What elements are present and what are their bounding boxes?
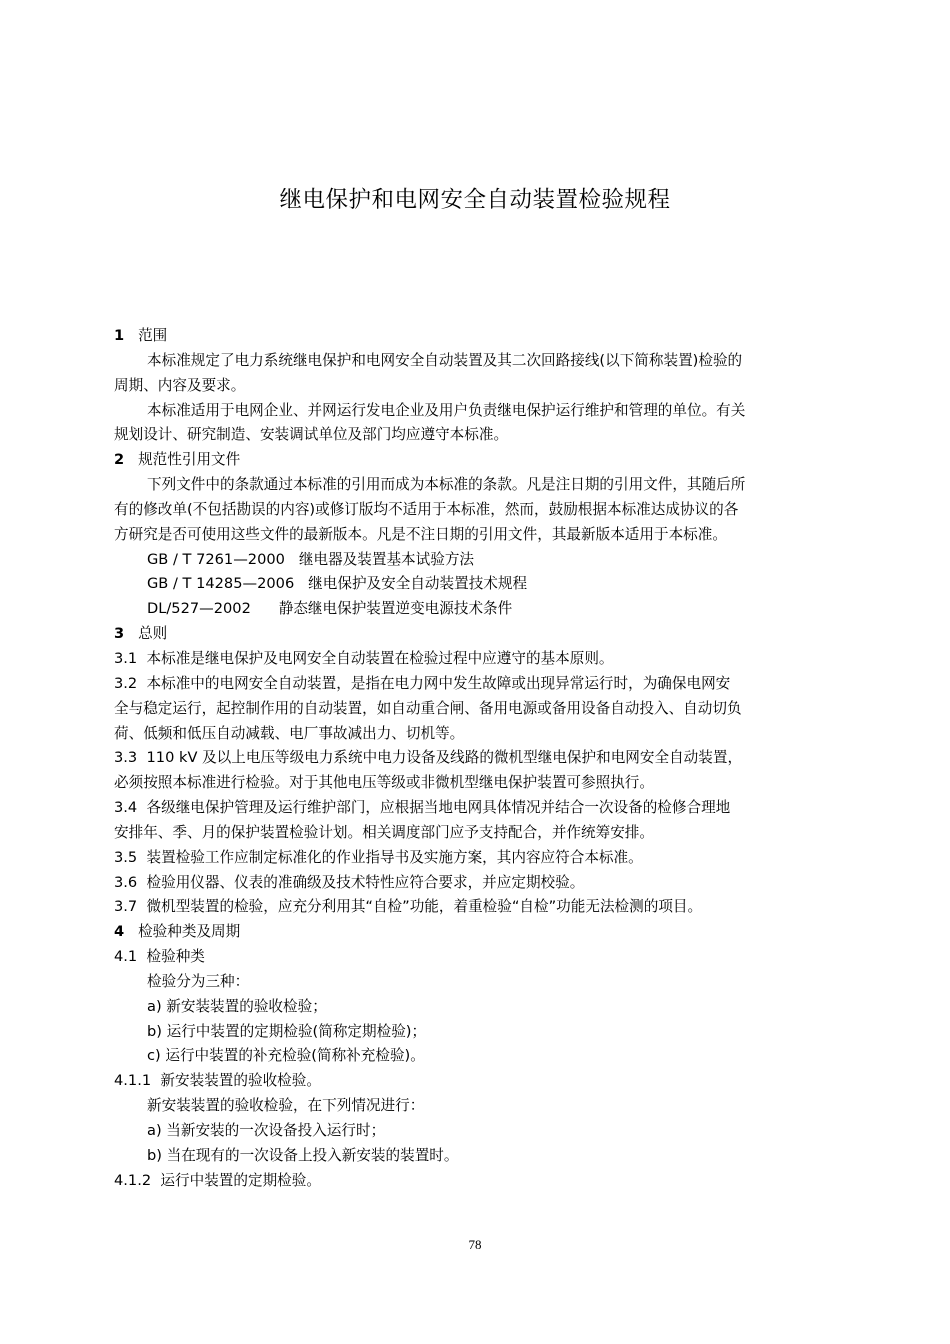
paragraph-line: 方研究是否可使用这些文件的最新版本。凡是不注日期的引用文件，其最新版本适用于本标准。 [114, 525, 727, 543]
section-title: 规范性引用文件 [138, 451, 241, 469]
section-title: 检验种类及周期 [138, 923, 241, 941]
clause-number: 3.7 [114, 898, 138, 916]
clause-title: 检验种类 [146, 948, 205, 966]
clause-text: 本标准是继电保护及电网安全自动装置在检验过程中应遵守的基本原则。 [146, 649, 614, 667]
clause [114, 871, 840, 896]
reference-title: 继电器及装置基本试验方法 [298, 550, 475, 568]
clause-text: 检验用仪器、仪表的准确级及技术特性应符合要求，并应定期校验。 [146, 873, 585, 891]
paragraph-line: 本标准适用于电网企业、并网运行发电企业及用户负责继电保护运行维护和管理的单位。有关 [147, 401, 746, 419]
section-title: 范围 [138, 327, 168, 344]
paragraph-line: 全与稳定运行，起控制作用的自动装置，如自动重合闸、备用电源或备用设备自动投入、自动切负 [114, 699, 742, 717]
section-heading [114, 324, 840, 349]
clause-text: 微机型装置的检验，应充分利用其“自检”功能，着重检验“自检”功能无法检测的项目。 [146, 898, 703, 916]
section-number: 3 [114, 625, 125, 643]
list-item: b) 运行中装置的定期检验(简称定期检验)； [147, 1022, 427, 1040]
section-number: 2 [114, 451, 125, 469]
clause-number: 4.1 [114, 948, 138, 966]
clause-number: 3.4 [114, 799, 138, 817]
section-number: 1 [114, 327, 125, 344]
paragraph-line: 周期、内容及要求。 [114, 376, 246, 394]
clause-title: 新安装装置的验收检验。 [160, 1072, 321, 1090]
paragraph-line: 下列文件中的条款通过本标准的引用而成为本标准的条款。凡是注日期的引用文件，其随后所 [147, 476, 746, 494]
list-item: b) 当在现有的一次设备上投入新安装的装置时。 [147, 1146, 459, 1164]
section-heading [114, 448, 840, 473]
clause [114, 1169, 840, 1194]
paragraph-line: 本标准规定了电力系统继电保护和电网安全自动装置及其二次回路接线(以下简称装置)检验的 [147, 351, 743, 369]
section-number: 4 [114, 923, 125, 941]
clause [114, 1069, 840, 1094]
reference-item [114, 572, 840, 597]
reference-code: GB / T 7261—2000 [147, 550, 285, 568]
paragraph-line: 荷、低频和低压自动减载、电厂事故减出力、切机等。 [114, 724, 465, 742]
section-heading [114, 622, 840, 647]
reference-title: 静态继电保护装置逆变电源技术条件 [278, 600, 513, 618]
clause-number: 4.1.2 [114, 1171, 152, 1189]
clause [114, 895, 840, 920]
clause-number: 4.1.1 [114, 1072, 152, 1090]
clause-number: 3.5 [114, 848, 138, 866]
list-item: c) 运行中装置的补充检验(简称补充检验)。 [147, 1047, 425, 1065]
paragraph-line: 安排年、季、月的保护装置检验计划。相关调度部门应予支持配合，并作统筹安排。 [114, 823, 654, 841]
reference-title: 继电保护及安全自动装置技术规程 [308, 575, 528, 593]
paragraph-line: 必须按照本标准进行检验。对于其他电压等级或非微机型继电保护装置可参照执行。 [114, 774, 654, 792]
clause-text: 各级继电保护管理及运行维护部门，应根据当地电网具体情况并结合一次设备的检修合理地 [146, 799, 731, 817]
document-body [114, 324, 840, 1194]
section-title: 总则 [138, 625, 168, 643]
reference-code: DL/527—2002 [147, 600, 251, 618]
reference-item [114, 548, 840, 573]
clause-title: 运行中装置的定期检验。 [160, 1171, 321, 1189]
clause-text: 装置检验工作应制定标准化的作业指导书及实施方案，其内容应符合本标准。 [146, 848, 643, 866]
clause [114, 746, 840, 771]
clause-text: 110 kV 及以上电压等级电力系统中电力设备及线路的微机型继电保护和电网安全自动装置， [146, 749, 743, 767]
list-item: a) 当新安装的一次设备投入运行时； [147, 1122, 386, 1139]
paragraph-line: 检验分为三种： [147, 972, 250, 990]
reference-code: GB / T 14285—2006 [147, 575, 295, 593]
reference-item [114, 597, 840, 622]
paragraph-line: 规划设计、研究制造、安装调试单位及部门均应遵守本标准。 [114, 426, 509, 444]
clause [114, 846, 840, 871]
section-heading [114, 920, 840, 945]
clause-number: 3.3 [114, 749, 138, 767]
paragraph-line: 有的修改单(不包括勘误的内容)或修订版均不适用于本标准，然而，鼓励根据本标准达成协议的各 [114, 500, 739, 518]
list-item: a) 新安装装置的验收检验； [147, 997, 327, 1015]
clause [114, 796, 840, 821]
clause [114, 672, 840, 697]
clause-text: 本标准中的电网安全自动装置，是指在电力网中发生故障或出现异常运行时，为确保电网安 [146, 674, 731, 692]
document-title: 继电保护和电网安全自动装置检验规程 [279, 187, 671, 213]
clause [114, 945, 840, 970]
clause-number: 3.6 [114, 873, 138, 891]
clause-number: 3.1 [114, 649, 138, 667]
paragraph-line: 新安装装置的验收检验，在下列情况进行： [147, 1097, 425, 1115]
page-number: 78 [468, 1237, 482, 1252]
clause-number: 3.2 [114, 674, 138, 692]
clause [114, 647, 840, 672]
